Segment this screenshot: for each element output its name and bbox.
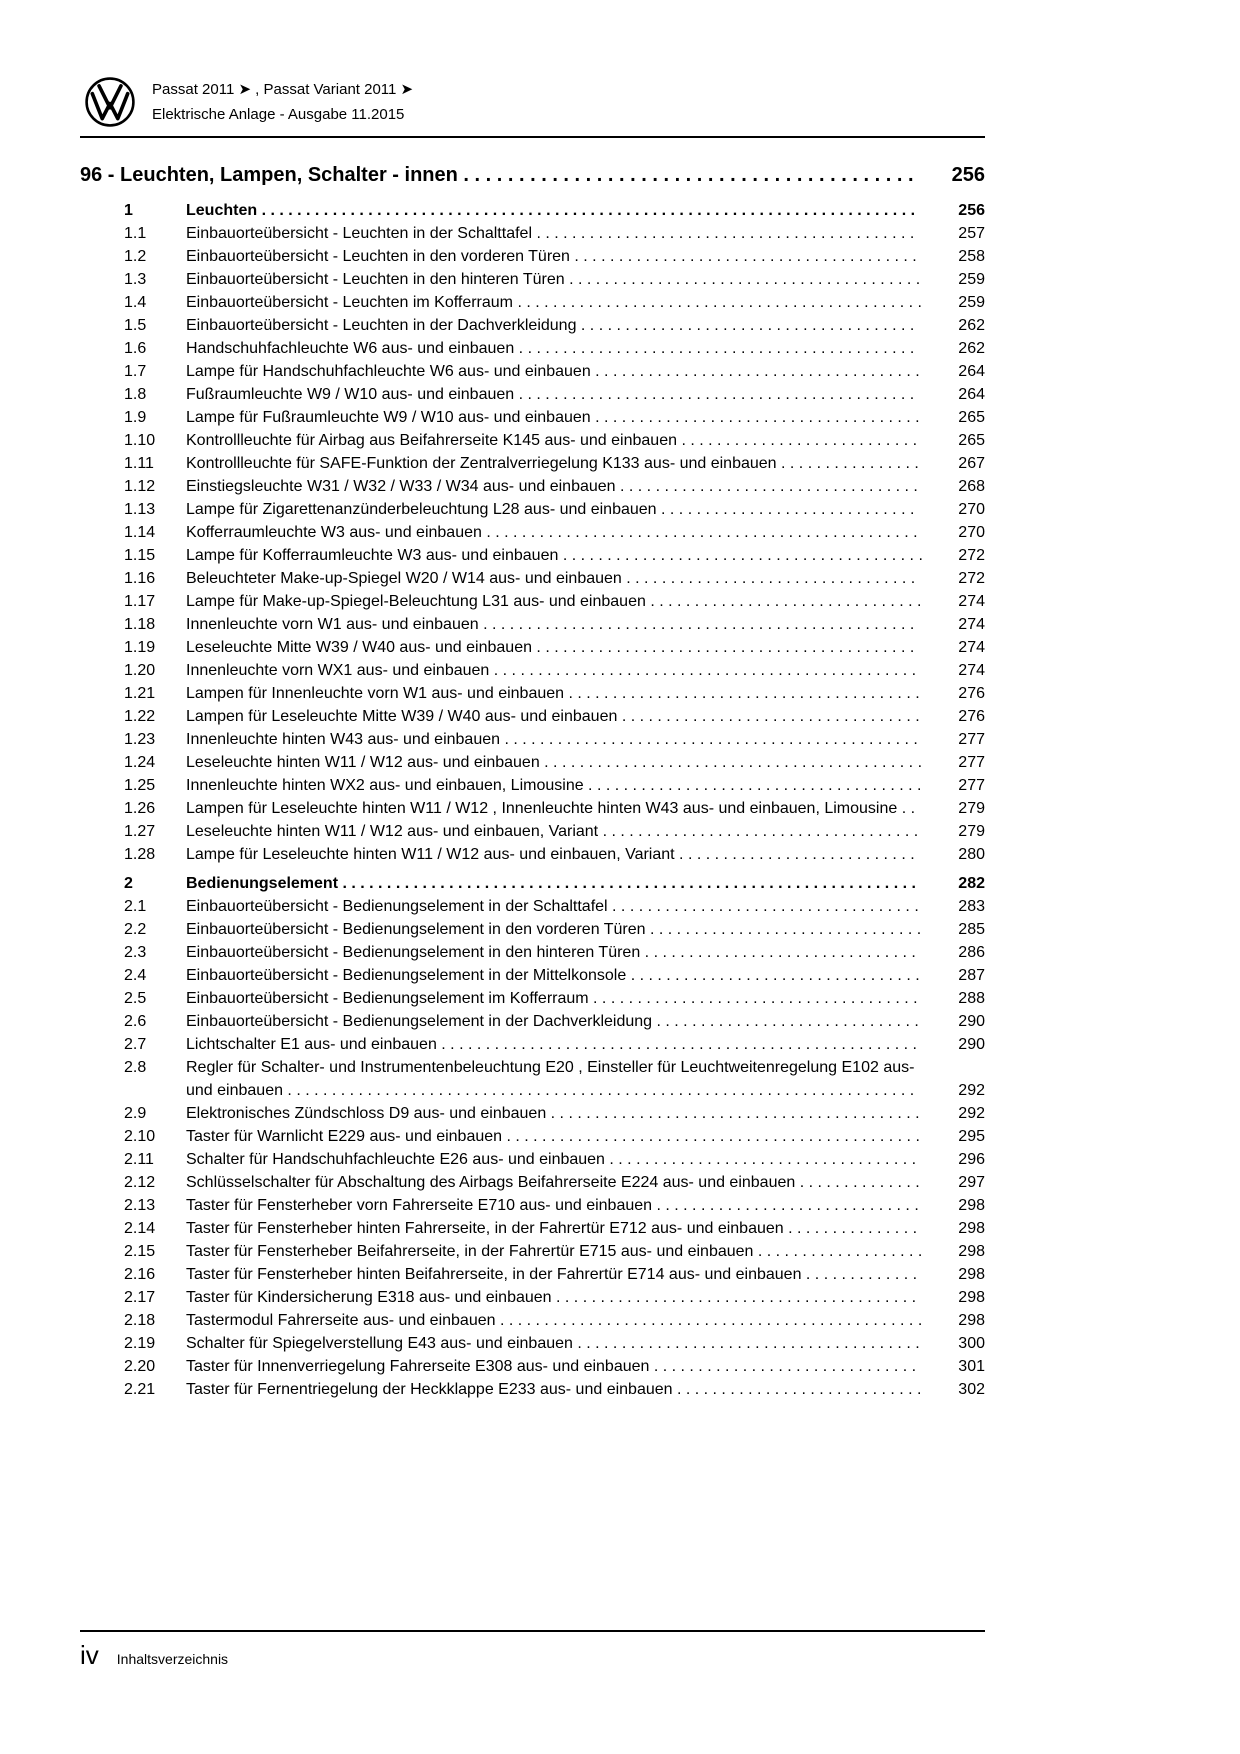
toc-entry-number: 2.21 bbox=[124, 1381, 156, 1398]
toc-entry-number: 1.6 bbox=[124, 340, 147, 357]
toc-entry-title: Lampe für Fußraumleuchte W9 / W10 aus- und einbauen bbox=[186, 409, 591, 426]
dot-leader: . . . . . . . . . . . . . . . . . . . bbox=[753, 1243, 923, 1260]
toc-entry bbox=[80, 774, 985, 797]
toc-entry-page: 274 bbox=[958, 616, 985, 633]
dot-leader: . . . . . . . . . . . . . . . . . . . . . . . . . . . . . . . . . . . . . . . bbox=[572, 1335, 920, 1352]
toc-entry-page: 286 bbox=[958, 944, 985, 961]
vw-logo-icon bbox=[84, 76, 136, 128]
toc-entry-page: 267 bbox=[958, 455, 985, 472]
toc-entry-page: 297 bbox=[958, 1174, 985, 1191]
toc-entry-title: Tastermodul Fahrerseite aus- und einbauen bbox=[186, 1312, 496, 1329]
dot-leader: . . . . . . . . . . . . . . . . . . . . . . . . . . . . . . . . . . . . . . . . bbox=[564, 685, 920, 702]
toc-entry bbox=[80, 1263, 985, 1286]
toc-entry-title: Taster für Innenverriegelung Fahrerseite E308 aus- und einbauen bbox=[186, 1358, 650, 1375]
header-divider bbox=[80, 136, 985, 138]
toc-entry-number: 1.28 bbox=[124, 846, 156, 863]
toc-entry-title: Lampe für Handschuhfachleuchte W6 aus- und einbauen bbox=[186, 363, 591, 380]
toc-entry-page: 298 bbox=[958, 1289, 985, 1306]
toc-entry-title: Einbauorteübersicht - Bedienungselement in den hinteren Türen bbox=[186, 944, 641, 961]
toc-entry bbox=[80, 659, 985, 682]
dot-leader: . . . . . . . . . . . . . . . . . . . . . . . . . . . . . . . . . . . . . . . . . . . bbox=[531, 639, 915, 656]
toc-entry-number: 2.19 bbox=[124, 1335, 156, 1352]
toc-entry-title: Lampe für Zigarettenanzünderbeleuchtung L28 aus- und einbauen bbox=[186, 501, 657, 518]
toc-entry-number: 1.25 bbox=[124, 777, 156, 794]
toc-entry-page: 288 bbox=[958, 990, 985, 1007]
toc-entry-title: Lampe für Kofferraumleuchte W3 aus- und einbauen bbox=[186, 547, 559, 564]
toc-entry-page: 270 bbox=[958, 501, 985, 518]
dot-leader: . . . . . . . . . . . . . . . . . . . . . . . . . . . . . . . . . . . . . . . . . . . . . . bbox=[513, 294, 922, 311]
dot-leader: . . . . . . . . . . . . . . . . . . . . . . . . . . . . . . . . . . . . . . . . . . . bbox=[532, 225, 915, 242]
dot-leader: . . . . . . . . . . . . . . . . . . . . . . . . . . . . . . . . . . . bbox=[604, 1151, 917, 1168]
toc-entry-number: 2.4 bbox=[124, 967, 147, 984]
dot-leader: . . . . . . . . . . . . . . . bbox=[783, 1220, 918, 1237]
toc-entry bbox=[80, 1171, 985, 1194]
toc-entry-title: Kontrollleuchte für SAFE-Funktion der Zentralverriegelung K133 aus- und einbauen bbox=[186, 455, 777, 472]
dot-leader: . . . . . . . . . . . . . . bbox=[795, 1174, 920, 1191]
toc-entry bbox=[80, 1125, 985, 1148]
toc-entry bbox=[80, 291, 985, 314]
toc-entry bbox=[80, 1355, 985, 1378]
toc-entry-page: 265 bbox=[958, 409, 985, 426]
toc-entry bbox=[80, 682, 985, 705]
toc-entry-number: 2.12 bbox=[124, 1174, 156, 1191]
toc-entry-number: 1.16 bbox=[124, 570, 156, 587]
toc-entry-number: 1.12 bbox=[124, 478, 156, 495]
toc-entry-page: 290 bbox=[958, 1036, 985, 1053]
dot-leader: . . . . . . . . . . . . . . . . . . . . . . . . . . . . . . . . . . . . . bbox=[590, 409, 920, 426]
toc-entry-title: Fußraumleuchte W9 / W10 aus- und einbauen bbox=[186, 386, 515, 403]
toc-entry bbox=[80, 475, 985, 498]
toc-entry bbox=[80, 268, 985, 291]
dot-leader: . . . . . . . . . . . . . . . . . . . . . . . . . . . . . . bbox=[652, 1197, 919, 1214]
toc-entry-page: 279 bbox=[958, 823, 985, 840]
toc-entry-page: 259 bbox=[958, 294, 985, 311]
toc-entry bbox=[80, 452, 985, 475]
toc-entry-number: 2 bbox=[124, 875, 133, 892]
dot-leader: . . . . . . . . . . . . . . . . . . . . . . . . . . . . . . . . . . . . . . . bbox=[569, 248, 917, 265]
toc-entry-number: 1.27 bbox=[124, 823, 156, 840]
toc-entry-title: Elektronisches Zündschloss D9 aus- und einbauen bbox=[186, 1105, 547, 1122]
toc-entry-page: 298 bbox=[958, 1220, 985, 1237]
toc-entry-title: Einbauorteübersicht - Leuchten in der Schalttafel bbox=[186, 225, 532, 242]
toc-entry-page: 298 bbox=[958, 1243, 985, 1260]
toc-entry bbox=[80, 360, 985, 383]
toc-entry-page: 283 bbox=[958, 898, 985, 915]
toc-entry-number: 1.2 bbox=[124, 248, 147, 265]
toc-entry bbox=[80, 1309, 985, 1332]
toc-entry bbox=[80, 1378, 985, 1401]
toc-entry-title: Lampe für Make-up-Spiegel-Beleuchtung L31 aus- und einbauen bbox=[186, 593, 646, 610]
toc-entry-title: Taster für Kindersicherung E318 aus- und einbauen bbox=[186, 1289, 552, 1306]
toc-entry-page: 298 bbox=[958, 1266, 985, 1283]
toc-entry-page: 264 bbox=[958, 386, 985, 403]
dot-leader: . . . . . . . . . . . . . . . . . . . . . . . . . . . . . . . . . . . . . . . . . . . . . . . bbox=[500, 731, 918, 748]
dot-leader: . . . . . . . . . . . . . . . . . . . . . . . . . . . . . . . . . . . . . . . . . . . . . . . . bbox=[495, 1312, 923, 1329]
toc-entry-title: Einstiegsleuchte W31 / W32 / W33 / W34 aus- und einbauen bbox=[186, 478, 616, 495]
dot-leader: . . . . . . . . . . . . . . . . . . . . . . . . . . . . . . . . . . . . . . . . . . . . . . . . bbox=[489, 662, 917, 679]
toc-entry-title: Innenleuchte hinten WX2 aus- und einbauen, Limousine bbox=[186, 777, 584, 794]
toc-entry bbox=[80, 1010, 985, 1033]
toc-entry-page: 268 bbox=[958, 478, 985, 495]
toc-entry bbox=[80, 872, 985, 895]
toc-entry-number: 1.18 bbox=[124, 616, 156, 633]
dot-leader: . . . . . . . . . . . . . . . . . . . . . . . . . . . . . . . . . . . . . . . . . . . . . . . bbox=[502, 1128, 920, 1145]
toc-entry-page: 257 bbox=[958, 225, 985, 242]
dot-leader: . . . . . . . . . . . . . . . . . . . . . . . . . . . . . . . . . . bbox=[617, 708, 920, 725]
toc-entry-number: 2.18 bbox=[124, 1312, 156, 1329]
toc-entry-number: 2.5 bbox=[124, 990, 147, 1007]
toc-entry-page: 302 bbox=[958, 1381, 985, 1398]
toc-entry-title: Schalter für Handschuhfachleuchte E26 aus- und einbauen bbox=[186, 1151, 605, 1168]
toc-entry-number: 1.20 bbox=[124, 662, 156, 679]
toc-entry-title: Leseleuchte hinten W11 / W12 aus- und einbauen bbox=[186, 754, 540, 771]
toc-entry-number: 1.11 bbox=[124, 455, 154, 472]
toc-entry bbox=[80, 406, 985, 429]
toc-entry-page: 274 bbox=[958, 593, 985, 610]
dot-leader: . . . . . . . . . . . . . . . . . . . . . . . . . . . . . . . . . . . . . bbox=[588, 990, 918, 1007]
toc-entry bbox=[80, 429, 985, 452]
document-footer bbox=[80, 1630, 985, 1670]
toc-entry-page: 295 bbox=[958, 1128, 985, 1145]
toc-entry-page: 259 bbox=[958, 271, 985, 288]
toc-entry-number: 1.23 bbox=[124, 731, 156, 748]
dot-leader: . . bbox=[897, 800, 916, 817]
toc-entry-number: 2.8 bbox=[124, 1059, 147, 1076]
toc-entry-title: Beleuchteter Make-up-Spiegel W20 / W14 aus- und einbauen bbox=[186, 570, 622, 587]
toc-entry-page: 285 bbox=[958, 921, 985, 938]
toc-entry-number: 1.21 bbox=[124, 685, 156, 702]
toc-entry bbox=[80, 1332, 985, 1355]
dot-leader: . . . . . . . . . . . . . . . . . . . . . . . . . . . . . . . bbox=[640, 944, 916, 961]
toc-entry-title: Einbauorteübersicht - Bedienungselement in den vorderen Türen bbox=[186, 921, 646, 938]
dot-leader: . . . . . . . . . . . . . . . . . . . . . . . . . . . . . . . . . bbox=[626, 967, 920, 984]
toc-entry-number: 2.14 bbox=[124, 1220, 156, 1237]
toc-entry-page: 296 bbox=[958, 1151, 985, 1168]
toc-entry-page: 280 bbox=[958, 846, 985, 863]
toc-entry-page: 274 bbox=[958, 639, 985, 656]
toc-entry-page: 292 bbox=[958, 1105, 985, 1122]
toc-entry-number: 2.2 bbox=[124, 921, 147, 938]
toc-entry bbox=[80, 1056, 985, 1102]
dot-leader: . . . . . . . . . . . . . . . . . . . . . . . . . . . . . . . bbox=[645, 921, 922, 938]
toc-entry-page: 301 bbox=[958, 1358, 985, 1375]
toc-entry-number: 1.4 bbox=[124, 294, 147, 311]
toc-entry-number: 2.3 bbox=[124, 944, 147, 961]
toc-entry bbox=[80, 797, 985, 820]
toc-entry bbox=[80, 987, 985, 1010]
toc-entry-title: Einbauorteübersicht - Leuchten in den vorderen Türen bbox=[186, 248, 570, 265]
dot-leader: . . . . . . . . . . . . . . . . . . . . . . . . . . . . . . . . . . . . . . . . . . . . . . . . . . . . . . . . . . . . . . . . . bbox=[338, 875, 916, 892]
toc-entry-page: 262 bbox=[958, 340, 985, 357]
dot-leader: . . . . . . . . . . . . . . . . . . . . . . . . . . . . . . . . . . . . . . . . . . . . . bbox=[514, 386, 915, 403]
toc-entry bbox=[80, 498, 985, 521]
toc-entry bbox=[80, 705, 985, 728]
toc-entry bbox=[80, 751, 985, 774]
dot-leader: . . . . . . . . . . . . . bbox=[801, 1266, 918, 1283]
toc-entry-title: Lampen für Innenleuchte vorn W1 aus- und einbauen bbox=[186, 685, 565, 702]
toc-entry-number: 1.17 bbox=[124, 593, 156, 610]
toc-entry bbox=[80, 544, 985, 567]
toc-entry bbox=[80, 245, 985, 268]
toc-entry bbox=[80, 222, 985, 245]
dot-leader: . . . . . . . . . . . . . . . . bbox=[776, 455, 919, 472]
toc-entry-page: 276 bbox=[958, 685, 985, 702]
toc-entry-number: 1.19 bbox=[124, 639, 156, 656]
toc-entry bbox=[80, 314, 985, 337]
toc-entry-number: 1.1 bbox=[124, 225, 147, 242]
toc-entry-number: 1.8 bbox=[124, 386, 147, 403]
toc-entry bbox=[80, 1240, 985, 1263]
toc-entry-title: Taster für Fensterheber hinten Beifahrerseite, in der Fahrertür E714 aus- und einbauen bbox=[186, 1266, 802, 1283]
dot-leader: . . . . . . . . . . . . . . . . . . . . . . . . . . . bbox=[674, 846, 915, 863]
toc-entry-number: 1.24 bbox=[124, 754, 156, 771]
dot-leader: . . . . . . . . . . . . . . . . . . . . . . . . . . . . . . . . . . . . . . . . . . . . . . . . . . . . . . . . . . . . . . . . . . . . . . . . . . bbox=[257, 202, 916, 219]
toc-entry-title: Bedienungselement bbox=[186, 875, 339, 892]
toc-entry bbox=[80, 590, 985, 613]
toc-entry-title: Taster für Fensterheber hinten Fahrerseite, in der Fahrertür E712 aus- und einbauen bbox=[186, 1220, 784, 1237]
dot-leader: . . . . . . . . . . . . . . . . . . . . . . . . . . . . . . . bbox=[645, 593, 922, 610]
toc-entry-number: 1 bbox=[124, 202, 133, 219]
dot-leader: . . . . . . . . . . . . . . . . . . . . . . . . . . . . . . . . . . . . . . . . . . . . . . . . . bbox=[478, 616, 915, 633]
dot-leader: . . . . . . . . . . . . . . . . . . . . . . . . . . . . . . . . . . . . . . bbox=[583, 777, 922, 794]
dot-leader: . . . . . . . . . . . . . . . . . . . . . . . . . . . . . . . . . . . . . . . . bbox=[564, 271, 921, 288]
toc-entry-page: 272 bbox=[958, 570, 985, 587]
dot-leader: . . . . . . . . . . . . . . . . . . . . . . . . . . . . . . . . . . bbox=[615, 478, 918, 495]
toc-entry bbox=[80, 521, 985, 544]
toc-entry-title: Einbauorteübersicht - Leuchten in der Dachverkleidung bbox=[186, 317, 577, 334]
toc-entry-number: 2.16 bbox=[124, 1266, 156, 1283]
toc-entry-page: 270 bbox=[958, 524, 985, 541]
dot-leader: . . . . . . . . . . . . . . . . . . . . . . . . . . . . . . . . . . . . . . bbox=[576, 317, 915, 334]
toc-entry-title: Leseleuchte hinten W11 / W12 aus- und einbauen, Variant bbox=[186, 823, 599, 840]
toc-entry bbox=[80, 199, 985, 222]
dot-leader: . . . . . . . . . . . . . . . . . . . . . . . . . . . . . . bbox=[652, 1013, 919, 1030]
toc-entry-title: Taster für Warnlicht E229 aus- und einbauen bbox=[186, 1128, 503, 1145]
toc-entry-title: Schlüsselschalter für Abschaltung des Airbags Beifahrerseite E224 aus- und einbauen bbox=[186, 1174, 796, 1191]
toc-entry-page: 276 bbox=[958, 708, 985, 725]
toc-entry-page: 298 bbox=[958, 1312, 985, 1329]
document-header bbox=[80, 0, 985, 128]
toc-entry-page: 256 bbox=[958, 202, 985, 219]
toc-entry-title: Einbauorteübersicht - Bedienungselement in der Schalttafel bbox=[186, 898, 608, 915]
toc-entry bbox=[80, 728, 985, 751]
toc-entry-title: Einbauorteübersicht - Bedienungselement im Kofferraum bbox=[186, 990, 589, 1007]
header-model-line: Passat 2011 ➤ , Passat Variant 2011 ➤ bbox=[152, 81, 414, 98]
toc-entry bbox=[80, 941, 985, 964]
toc-entry-number: 2.10 bbox=[124, 1128, 156, 1145]
toc-entry-title: Schalter für Spiegelverstellung E43 aus- und einbauen bbox=[186, 1335, 573, 1352]
toc-entry-title: Lampen für Leseleuchte hinten W11 / W12 , Innenleuchte hinten W43 aus- und einbauen, Limousine bbox=[186, 800, 898, 817]
toc-entry-title: Kofferraumleuchte W3 aus- und einbauen bbox=[186, 524, 482, 541]
toc-entry-page: 258 bbox=[958, 248, 985, 265]
toc-entry-page: 262 bbox=[958, 317, 985, 334]
toc-entry-number: 1.7 bbox=[124, 363, 147, 380]
toc-entry-title: Einbauorteübersicht - Leuchten im Kofferraum bbox=[186, 294, 513, 311]
toc-entry bbox=[80, 1286, 985, 1309]
toc-entry bbox=[80, 820, 985, 843]
toc-entry-title: Innenleuchte hinten W43 aus- und einbauen bbox=[186, 731, 501, 748]
toc-entry-title: Leseleuchte Mitte W39 / W40 aus- und einbauen bbox=[186, 639, 532, 656]
toc-entry bbox=[80, 383, 985, 406]
toc-entry-title: Einbauorteübersicht - Bedienungselement in der Dachverkleidung bbox=[186, 1013, 653, 1030]
toc-entry-page: 298 bbox=[958, 1197, 985, 1214]
dot-leader: . . . . . . . . . . . . . . . . . . . . . . . . . . . . . . bbox=[649, 1358, 917, 1375]
toc-entry-title: Einbauorteübersicht - Leuchten in den hinteren Türen bbox=[186, 271, 565, 288]
toc-entry-title: Taster für Fensterheber Beifahrerseite, in der Fahrertür E715 aus- und einbauen bbox=[186, 1243, 754, 1260]
toc-entry bbox=[80, 1217, 985, 1240]
toc-entry-number: 1.5 bbox=[124, 317, 147, 334]
toc-entry bbox=[80, 613, 985, 636]
dot-leader: . . . . . . . . . . . . . . . . . . . . . . . . . . . . . . . . . . . bbox=[607, 898, 919, 915]
toc-entry-number: 1.15 bbox=[124, 547, 156, 564]
toc-entry bbox=[80, 1148, 985, 1171]
toc-entry-page: 274 bbox=[958, 662, 985, 679]
toc-entry bbox=[80, 337, 985, 360]
toc-entry-number: 1.13 bbox=[124, 501, 156, 518]
dot-leader: . . . . . . . . . . . . . . . . . . . . . . . . . . . . . . . . . . . . . . . . . . . . . bbox=[514, 340, 915, 357]
toc-entry-title: Regler für Schalter- und Instrumentenbeleuchtung E20 , Einsteller für Leuchtweitenregelung E102 aus- und einbauen bbox=[186, 1059, 915, 1099]
toc-entry-page: 264 bbox=[958, 363, 985, 380]
toc-entry bbox=[80, 918, 985, 941]
toc-entry-number: 1.22 bbox=[124, 708, 156, 725]
toc-entry bbox=[80, 1194, 985, 1217]
toc-entry-number: 2.9 bbox=[124, 1105, 147, 1122]
toc-entry-number: 2.6 bbox=[124, 1013, 147, 1030]
toc-entry-number: 2.20 bbox=[124, 1358, 156, 1375]
footer-divider bbox=[80, 1630, 985, 1632]
toc-entry-title: Lampe für Leseleuchte hinten W11 / W12 aus- und einbauen, Variant bbox=[186, 846, 675, 863]
dot-leader: . . . . . . . . . . . . . . . . . . . . . . . . . . . . . . . . . . . . . . . . . bbox=[551, 1289, 917, 1306]
dot-leader: . . . . . . . . . . . . . . . . . . . . . . . . . . . . bbox=[672, 1381, 922, 1398]
toc-entry-page: 300 bbox=[958, 1335, 985, 1352]
toc-entry-title: Handschuhfachleuchte W6 aus- und einbauen bbox=[186, 340, 515, 357]
toc-entry bbox=[80, 843, 985, 866]
header-subtitle-line: Elektrische Anlage - Ausgabe 11.2015 bbox=[152, 106, 405, 123]
toc-entries bbox=[80, 199, 985, 1401]
dot-leader: . . . . . . . . . . . . . . . . . . . . . . . . . . . . . . . . . . . . . . . . . . . . . . . . . . . . . . bbox=[436, 1036, 917, 1053]
toc-entry-number: 2.17 bbox=[124, 1289, 156, 1306]
toc-entry-title: Kontrollleuchte für Airbag aus Beifahrerseite K145 aus- und einbauen bbox=[186, 432, 677, 449]
document-page bbox=[80, 0, 985, 1754]
toc-entry-title: Einbauorteübersicht - Bedienungselement in der Mittelkonsole bbox=[186, 967, 627, 984]
toc-entry-number: 2.15 bbox=[124, 1243, 156, 1260]
toc-entry-page: 290 bbox=[958, 1013, 985, 1030]
toc-entry-page: 277 bbox=[958, 777, 985, 794]
toc-entry bbox=[80, 895, 985, 918]
footer-label: Inhaltsverzeichnis bbox=[116, 1651, 229, 1667]
toc-entry-title: Innenleuchte vorn WX1 aus- und einbauen bbox=[186, 662, 490, 679]
toc-entry bbox=[80, 964, 985, 987]
toc-entry-number: 2.11 bbox=[124, 1151, 154, 1168]
footer-page-number: iv bbox=[80, 1640, 99, 1670]
toc-entry-page: 282 bbox=[958, 875, 985, 892]
toc-entry-page: 292 bbox=[958, 1082, 985, 1099]
toc-entry-title: Leuchten bbox=[186, 202, 258, 219]
dot-leader: . . . . . . . . . . . . . . . . . . . . . . . . . . . . . . . . . . . . bbox=[598, 823, 919, 840]
toc-entry-page: 265 bbox=[958, 432, 985, 449]
toc-entry bbox=[80, 636, 985, 659]
toc-entry-number: 1.10 bbox=[124, 432, 156, 449]
dot-leader: . . . . . . . . . . . . . . . . . . . . . . . . . . . . . . . . . . . . . bbox=[590, 363, 920, 380]
toc-entry-number: 1.9 bbox=[124, 409, 147, 426]
dot-leader: . . . . . . . . . . . . . . . . . . . . . . . . . . . . . . . . . . . . . . . . . bbox=[457, 164, 914, 186]
toc-entry-title: Innenleuchte vorn W1 aus- und einbauen bbox=[186, 616, 479, 633]
toc-entry bbox=[80, 1102, 985, 1125]
dot-leader: . . . . . . . . . . . . . . . . . . . . . . . . . . . . . . . . . . . . . . . . . . bbox=[546, 1105, 920, 1122]
toc-entry-number: 1.3 bbox=[124, 271, 147, 288]
dot-leader: . . . . . . . . . . . . . . . . . . . . . . . . . . . . . . . . . . . . . . . . . . . bbox=[539, 754, 923, 771]
toc-entry-page: 279 bbox=[958, 800, 985, 817]
toc-entry-page: 277 bbox=[958, 731, 985, 748]
dot-leader: . . . . . . . . . . . . . . . . . . . . . . . . . . . bbox=[677, 432, 918, 449]
chapter-heading-row bbox=[80, 162, 985, 189]
chapter-title: 96 - Leuchten, Lampen, Schalter - innen bbox=[80, 164, 458, 186]
toc-entry-title: Taster für Fernentriegelung der Heckklappe E233 aus- und einbauen bbox=[186, 1381, 673, 1398]
toc-entry-title: Taster für Fensterheber vorn Fahrerseite E710 aus- und einbauen bbox=[186, 1197, 653, 1214]
chapter-page-number: 256 bbox=[951, 164, 985, 186]
toc-entry bbox=[80, 567, 985, 590]
dot-leader: . . . . . . . . . . . . . . . . . . . . . . . . . . . . . . . . . . . . . . . . . . . . . . . . . . . . . . . . . . . . . . . . . . . . . . . bbox=[282, 1082, 915, 1099]
toc-entry-number: 1.14 bbox=[124, 524, 156, 541]
dot-leader: . . . . . . . . . . . . . . . . . . . . . . . . . . . . . bbox=[656, 501, 915, 518]
toc-entry-number: 1.26 bbox=[124, 800, 156, 817]
toc-entry-page: 277 bbox=[958, 754, 985, 771]
toc-entry-page: 287 bbox=[958, 967, 985, 984]
toc-entry-number: 2.7 bbox=[124, 1036, 147, 1053]
toc-entry bbox=[80, 1033, 985, 1056]
toc-entry-number: 2.13 bbox=[124, 1197, 156, 1214]
toc-entry-title: Lampen für Leseleuchte Mitte W39 / W40 aus- und einbauen bbox=[186, 708, 618, 725]
toc-entry-number: 2.1 bbox=[124, 898, 147, 915]
toc-entry-page: 272 bbox=[958, 547, 985, 564]
dot-leader: . . . . . . . . . . . . . . . . . . . . . . . . . . . . . . . . . . . . . . . . . bbox=[558, 547, 923, 564]
dot-leader: . . . . . . . . . . . . . . . . . . . . . . . . . . . . . . . . . . . . . . . . . . . . . . . . . bbox=[481, 524, 918, 541]
dot-leader: . . . . . . . . . . . . . . . . . . . . . . . . . . . . . . . . . bbox=[621, 570, 916, 587]
toc-entry-title: Lichtschalter E1 aus- und einbauen bbox=[186, 1036, 437, 1053]
